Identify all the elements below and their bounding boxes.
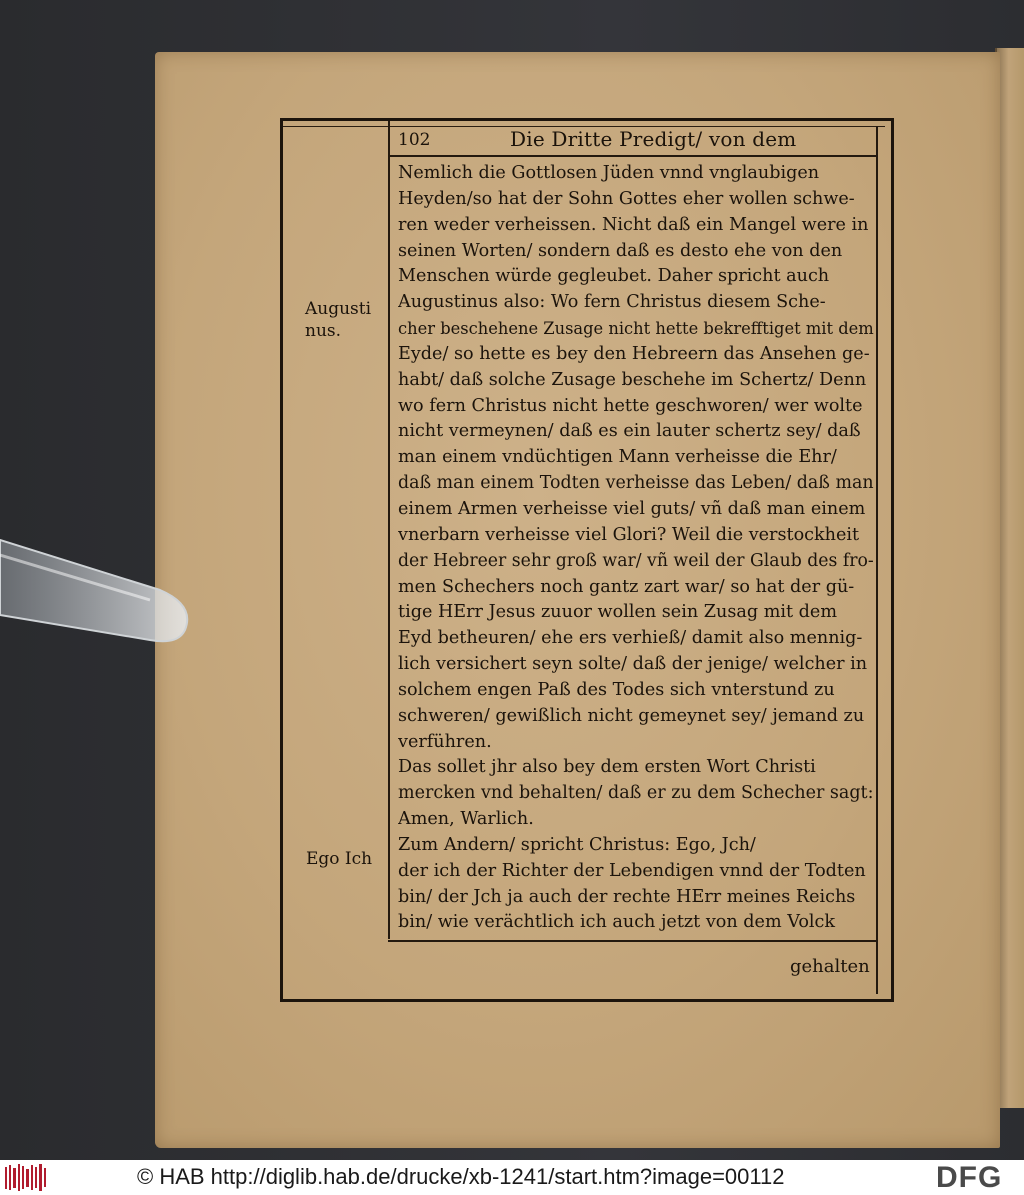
sermon-body-text bbox=[398, 161, 874, 936]
hab-barcode-logo-icon bbox=[4, 1164, 46, 1191]
text-line: verführen. bbox=[398, 731, 492, 752]
running-title: Die Dritte Predigt/ von dem bbox=[510, 127, 797, 151]
header-rule bbox=[388, 155, 878, 157]
copyright-url[interactable]: © HAB http://diglib.hab.de/drucke/xb-1241/start.htm?image=00112 bbox=[137, 1164, 785, 1189]
text-line: Amen, Warlich. bbox=[398, 809, 534, 830]
text-line: Das sollet jhr also bey dem ersten Wort Christi bbox=[398, 757, 816, 778]
text-line: cher beschehene Zusage nicht hette bekrefftiget mit dem bbox=[398, 319, 874, 339]
text-line: mercken vnd behalten/ daß er zu dem Schecher sagt: bbox=[398, 783, 874, 804]
text-line: seinen Worten/ sondern daß es desto ehe von den bbox=[398, 240, 843, 261]
text-line: Menschen würde gegleubet. Daher spricht auch bbox=[398, 266, 830, 287]
text-line: wo fern Christus nicht hette geschworen/ wer wolte bbox=[398, 395, 863, 416]
text-column-right-rule bbox=[876, 126, 878, 994]
text-line: man einem vndüchtigen Mann verheisse die Ehr/ bbox=[398, 447, 837, 468]
text-line: Zum Andern/ spricht Christus: Ego, Jch/ bbox=[398, 834, 756, 855]
margin-note-ego-ich-text: Ego Ich bbox=[306, 849, 373, 869]
text-line: men Schechers noch gantz zart war/ so hat der gü- bbox=[398, 576, 855, 597]
dfg-logo: DFG bbox=[936, 1161, 1003, 1194]
text-line: Augustinus also: Wo fern Christus diesem Sche- bbox=[398, 292, 826, 313]
page-number: 102 bbox=[398, 130, 431, 150]
text-line: habt/ daß solche Zusage beschehe im Schertz/ Denn bbox=[398, 369, 867, 390]
margin-note-augustinus-text: Augusti nus. bbox=[305, 299, 372, 341]
text-line: daß man einem Todten verheisse das Leben/ daß man bbox=[398, 473, 874, 494]
text-column-left-rule bbox=[388, 121, 390, 939]
text-line: ren weder verheissen. Nicht daß ein Mangel were in bbox=[398, 214, 869, 235]
text-line: schweren/ gewißlich nicht gemeynet sey/ jemand zu bbox=[398, 705, 865, 726]
margin-note-ego-ich bbox=[306, 848, 386, 870]
text-line: bin/ wie verächtlich ich auch jetzt von dem Volck bbox=[398, 912, 836, 933]
text-line: Eyd betheuren/ ehe ers verhieß/ damit also mennig- bbox=[398, 628, 863, 649]
text-line: lich versichert seyn solte/ daß der jenige/ welcher in bbox=[398, 654, 868, 675]
catchword: gehalten bbox=[790, 956, 870, 977]
text-line: tige HErr Jesus zuuor wollen sein Zusag mit dem bbox=[398, 602, 838, 623]
text-line: einem Armen verheisse viel guts/ vñ daß man einem bbox=[398, 498, 866, 519]
text-line: vnerbarn verheisse viel Glori? Weil die verstockheit bbox=[398, 524, 860, 545]
text-line: bin/ der Jch ja auch der rechte HErr meines Reichs bbox=[398, 886, 856, 907]
text-line: solchem engen Paß des Todes sich vnterstund zu bbox=[398, 679, 835, 700]
text-line: Heyden/so hat der Sohn Gottes eher wollen schwe- bbox=[398, 188, 855, 209]
text-column-bottom-rule bbox=[388, 940, 878, 942]
text-line: der ich der Richter der Lebendigen vnnd der Todten bbox=[398, 860, 866, 881]
text-line: Eyde/ so hette es bey den Hebreern das Ansehen ge- bbox=[398, 343, 870, 364]
text-line: der Hebreer sehr groß war/ vñ weil der Glaub des fro- bbox=[398, 550, 874, 571]
text-line: nicht vermeynen/ daß es ein lauter schertz sey/ daß bbox=[398, 421, 861, 442]
margin-note-augustinus bbox=[305, 298, 377, 342]
text-line: Nemlich die Gottlosen Jüden vnnd vnglaubigen bbox=[398, 163, 820, 183]
